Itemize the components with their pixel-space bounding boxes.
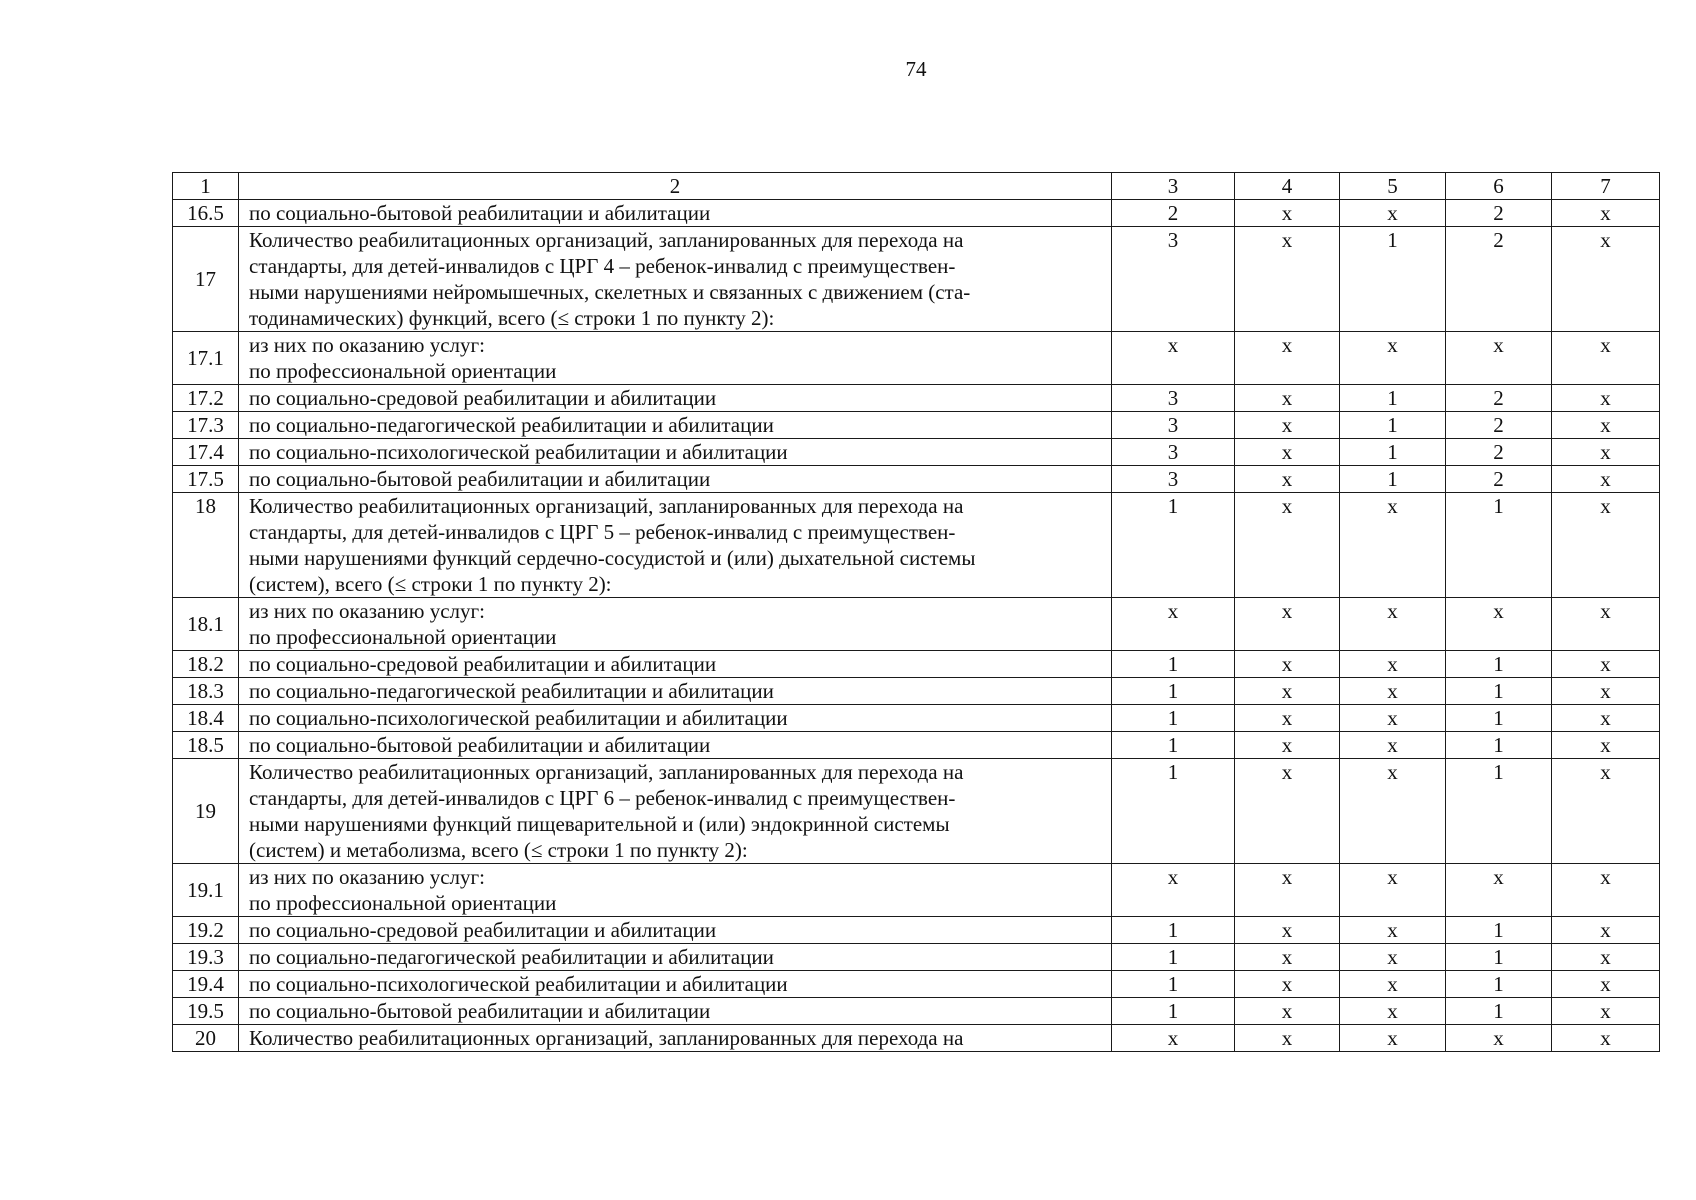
row-description-cell — [239, 1025, 1112, 1052]
description-line: по социально-психологической реабилитации и абилитации — [249, 440, 788, 464]
value-cell-c6: 1 — [1446, 759, 1552, 864]
description-line: стандарты, для детей-инвалидов с ЦРГ 5 – ребенок-инвалид с преимуществен- — [249, 520, 956, 544]
table-body — [173, 173, 1660, 1052]
row-description-cell — [239, 944, 1112, 971]
value-cell-c5: 1 — [1340, 412, 1446, 439]
value-cell-c7: х — [1552, 385, 1660, 412]
row-number-cell: 18.5 — [173, 732, 239, 759]
table-row — [173, 466, 1660, 493]
table-row — [173, 759, 1660, 864]
value-cell-c5: х — [1340, 598, 1446, 651]
value-cell-c4: х — [1235, 598, 1340, 651]
value-cell-c5: 1 — [1340, 466, 1446, 493]
value-cell-c4: х — [1235, 493, 1340, 598]
row-number-cell: 19.5 — [173, 998, 239, 1025]
value-cell-c3: 3 — [1112, 412, 1235, 439]
value-cell-c3: 1 — [1112, 917, 1235, 944]
description-line: по профессиональной ориентации — [249, 625, 557, 649]
value-cell-c3: 1 — [1112, 732, 1235, 759]
description-line: Количество реабилитационных организаций, запланированных для перехода на — [249, 760, 964, 784]
table-row — [173, 412, 1660, 439]
description-line: из них по оказанию услуг: — [249, 865, 485, 889]
row-number-cell: 17 — [173, 227, 239, 332]
row-number-cell: 19 — [173, 759, 239, 864]
row-description-cell — [239, 385, 1112, 412]
value-cell-c3: 3 — [1112, 439, 1235, 466]
value-cell-c6: 1 — [1446, 998, 1552, 1025]
page-number: 74 — [905, 57, 927, 81]
header-cell: 3 — [1112, 173, 1235, 200]
value-cell-c3: х — [1112, 598, 1235, 651]
value-cell-c4: х — [1235, 227, 1340, 332]
description-line: по социально-средовой реабилитации и абилитации — [249, 386, 717, 410]
value-cell-c3: 1 — [1112, 998, 1235, 1025]
row-number-cell: 17.4 — [173, 439, 239, 466]
header-cell: 6 — [1446, 173, 1552, 200]
row-description-cell — [239, 864, 1112, 917]
value-cell-c5: х — [1340, 759, 1446, 864]
value-cell-c5: х — [1340, 1025, 1446, 1052]
value-cell-c7: х — [1552, 227, 1660, 332]
description-line: стандарты, для детей-инвалидов с ЦРГ 6 – ребенок-инвалид с преимуществен- — [249, 786, 956, 810]
value-cell-c5: х — [1340, 864, 1446, 917]
value-cell-c5: 1 — [1340, 227, 1446, 332]
value-cell-c6: 1 — [1446, 732, 1552, 759]
description-line: по социально-бытовой реабилитации и абилитации — [249, 467, 711, 491]
value-cell-c7: х — [1552, 944, 1660, 971]
description-line: по социально-бытовой реабилитации и абилитации — [249, 733, 711, 757]
value-cell-c6: 2 — [1446, 412, 1552, 439]
value-cell-c3: 1 — [1112, 759, 1235, 864]
value-cell-c6: 2 — [1446, 385, 1552, 412]
description-line: (систем) и метаболизма, всего (≤ строки 1 по пункту 2): — [249, 838, 748, 862]
value-cell-c7: х — [1552, 1025, 1660, 1052]
header-cell: 4 — [1235, 173, 1340, 200]
value-cell-c3: 1 — [1112, 678, 1235, 705]
table-row — [173, 200, 1660, 227]
row-description-cell — [239, 917, 1112, 944]
table-row — [173, 332, 1660, 385]
value-cell-c7: х — [1552, 651, 1660, 678]
value-cell-c5: х — [1340, 998, 1446, 1025]
table-row — [173, 705, 1660, 732]
description-line: Количество реабилитационных организаций, запланированных для перехода на — [249, 228, 964, 252]
value-cell-c5: 1 — [1340, 385, 1446, 412]
description-line: Количество реабилитационных организаций, запланированных для перехода на — [249, 1026, 964, 1050]
value-cell-c7: х — [1552, 971, 1660, 998]
table-row — [173, 944, 1660, 971]
description-line: по социально-средовой реабилитации и абилитации — [249, 652, 717, 676]
table-row — [173, 732, 1660, 759]
description-line: стандарты, для детей-инвалидов с ЦРГ 4 – ребенок-инвалид с преимуществен- — [249, 254, 956, 278]
row-description-cell — [239, 493, 1112, 598]
value-cell-c3: 1 — [1112, 493, 1235, 598]
header-cell: 1 — [173, 173, 239, 200]
description-line: Количество реабилитационных организаций, запланированных для перехода на — [249, 494, 964, 518]
row-description-cell — [239, 678, 1112, 705]
value-cell-c7: х — [1552, 439, 1660, 466]
row-description-cell — [239, 227, 1112, 332]
header-cell: 7 — [1552, 173, 1660, 200]
description-line: ными нарушениями функций сердечно-сосудистой и (или) дыхательной системы — [249, 546, 976, 570]
row-description-cell — [239, 651, 1112, 678]
row-description-cell — [239, 332, 1112, 385]
data-table — [172, 172, 1660, 1052]
row-number-cell: 17.5 — [173, 466, 239, 493]
value-cell-c4: х — [1235, 1025, 1340, 1052]
table-row — [173, 651, 1660, 678]
value-cell-c7: х — [1552, 493, 1660, 598]
description-line: ными нарушениями нейромышечных, скелетных и связанных с движением (ста- — [249, 280, 971, 304]
row-description-cell — [239, 971, 1112, 998]
row-number-cell: 19.3 — [173, 944, 239, 971]
value-cell-c6: 2 — [1446, 200, 1552, 227]
row-number-cell: 19.1 — [173, 864, 239, 917]
value-cell-c3: 3 — [1112, 466, 1235, 493]
table-row — [173, 917, 1660, 944]
table-row — [173, 385, 1660, 412]
value-cell-c5: 1 — [1340, 439, 1446, 466]
description-line: по социально-бытовой реабилитации и абилитации — [249, 201, 711, 225]
value-cell-c6: 2 — [1446, 439, 1552, 466]
row-number-cell: 20 — [173, 1025, 239, 1052]
value-cell-c4: х — [1235, 200, 1340, 227]
value-cell-c7: х — [1552, 412, 1660, 439]
value-cell-c4: х — [1235, 917, 1340, 944]
row-description-cell — [239, 759, 1112, 864]
description-line: по профессиональной ориентации — [249, 891, 557, 915]
description-line: по профессиональной ориентации — [249, 359, 557, 383]
value-cell-c6: 1 — [1446, 971, 1552, 998]
table-row — [173, 598, 1660, 651]
value-cell-c5: х — [1340, 971, 1446, 998]
description-line: по социально-педагогической реабилитации и абилитации — [249, 413, 774, 437]
value-cell-c3: 1 — [1112, 944, 1235, 971]
value-cell-c3: 1 — [1112, 651, 1235, 678]
row-number-cell: 17.3 — [173, 412, 239, 439]
value-cell-c7: х — [1552, 332, 1660, 385]
description-line: по социально-психологической реабилитации и абилитации — [249, 972, 788, 996]
row-description-cell — [239, 998, 1112, 1025]
value-cell-c5: х — [1340, 678, 1446, 705]
value-cell-c5: х — [1340, 200, 1446, 227]
row-number-cell: 18 — [173, 493, 239, 598]
value-cell-c5: х — [1340, 493, 1446, 598]
description-line: по социально-педагогической реабилитации и абилитации — [249, 945, 774, 969]
value-cell-c5: х — [1340, 944, 1446, 971]
row-number-cell: 19.4 — [173, 971, 239, 998]
row-number-cell: 18.1 — [173, 598, 239, 651]
value-cell-c4: х — [1235, 864, 1340, 917]
row-description-cell — [239, 705, 1112, 732]
header-cell: 5 — [1340, 173, 1446, 200]
row-description-cell — [239, 439, 1112, 466]
value-cell-c3: 2 — [1112, 200, 1235, 227]
value-cell-c4: х — [1235, 705, 1340, 732]
table-row — [173, 998, 1660, 1025]
value-cell-c6: 1 — [1446, 678, 1552, 705]
value-cell-c5: х — [1340, 917, 1446, 944]
description-line: из них по оказанию услуг: — [249, 599, 485, 623]
value-cell-c3: х — [1112, 864, 1235, 917]
value-cell-c5: х — [1340, 705, 1446, 732]
row-description-cell — [239, 598, 1112, 651]
table-row — [173, 493, 1660, 598]
table-row — [173, 678, 1660, 705]
description-line: по социально-бытовой реабилитации и абилитации — [249, 999, 711, 1023]
row-description-cell — [239, 466, 1112, 493]
value-cell-c6: 1 — [1446, 917, 1552, 944]
value-cell-c4: х — [1235, 651, 1340, 678]
value-cell-c6: х — [1446, 1025, 1552, 1052]
row-number-cell: 18.3 — [173, 678, 239, 705]
description-line: по социально-педагогической реабилитации и абилитации — [249, 679, 774, 703]
value-cell-c3: х — [1112, 1025, 1235, 1052]
value-cell-c3: 1 — [1112, 705, 1235, 732]
value-cell-c5: х — [1340, 732, 1446, 759]
value-cell-c4: х — [1235, 466, 1340, 493]
table-row — [173, 864, 1660, 917]
value-cell-c7: х — [1552, 200, 1660, 227]
value-cell-c6: х — [1446, 332, 1552, 385]
value-cell-c4: х — [1235, 998, 1340, 1025]
value-cell-c7: х — [1552, 917, 1660, 944]
description-line: из них по оказанию услуг: — [249, 333, 485, 357]
value-cell-c6: 1 — [1446, 705, 1552, 732]
value-cell-c4: х — [1235, 439, 1340, 466]
value-cell-c7: х — [1552, 678, 1660, 705]
value-cell-c7: х — [1552, 998, 1660, 1025]
row-number-cell: 17.1 — [173, 332, 239, 385]
table-row — [173, 1025, 1660, 1052]
value-cell-c4: х — [1235, 759, 1340, 864]
header-cell: 2 — [239, 173, 1112, 200]
value-cell-c7: х — [1552, 864, 1660, 917]
value-cell-c3: 3 — [1112, 385, 1235, 412]
value-cell-c7: х — [1552, 598, 1660, 651]
value-cell-c4: х — [1235, 732, 1340, 759]
value-cell-c4: х — [1235, 385, 1340, 412]
value-cell-c4: х — [1235, 412, 1340, 439]
value-cell-c3: х — [1112, 332, 1235, 385]
table-row — [173, 227, 1660, 332]
value-cell-c7: х — [1552, 732, 1660, 759]
row-number-cell: 18.4 — [173, 705, 239, 732]
value-cell-c6: 1 — [1446, 493, 1552, 598]
value-cell-c7: х — [1552, 705, 1660, 732]
value-cell-c4: х — [1235, 971, 1340, 998]
row-description-cell — [239, 732, 1112, 759]
value-cell-c3: 1 — [1112, 971, 1235, 998]
value-cell-c5: х — [1340, 332, 1446, 385]
value-cell-c6: 1 — [1446, 651, 1552, 678]
description-line: (систем), всего (≤ строки 1 по пункту 2): — [249, 572, 612, 596]
row-number-cell: 16.5 — [173, 200, 239, 227]
value-cell-c7: х — [1552, 759, 1660, 864]
description-line: тодинамических) функций, всего (≤ строки 1 по пункту 2): — [249, 306, 775, 330]
description-line: по социально-средовой реабилитации и абилитации — [249, 918, 717, 942]
table-row — [173, 439, 1660, 466]
row-number-cell: 19.2 — [173, 917, 239, 944]
value-cell-c3: 3 — [1112, 227, 1235, 332]
row-number-cell: 18.2 — [173, 651, 239, 678]
table-row — [173, 971, 1660, 998]
table-header-row — [173, 173, 1660, 200]
row-description-cell — [239, 200, 1112, 227]
description-line: по социально-психологической реабилитации и абилитации — [249, 706, 788, 730]
value-cell-c6: 2 — [1446, 227, 1552, 332]
row-description-cell — [239, 412, 1112, 439]
value-cell-c7: х — [1552, 466, 1660, 493]
row-number-cell: 17.2 — [173, 385, 239, 412]
value-cell-c4: х — [1235, 944, 1340, 971]
value-cell-c4: х — [1235, 678, 1340, 705]
value-cell-c6: х — [1446, 864, 1552, 917]
value-cell-c4: х — [1235, 332, 1340, 385]
value-cell-c6: 2 — [1446, 466, 1552, 493]
value-cell-c6: х — [1446, 598, 1552, 651]
value-cell-c6: 1 — [1446, 944, 1552, 971]
value-cell-c5: х — [1340, 651, 1446, 678]
description-line: ными нарушениями функций пищеварительной и (или) эндокринной системы — [249, 812, 950, 836]
